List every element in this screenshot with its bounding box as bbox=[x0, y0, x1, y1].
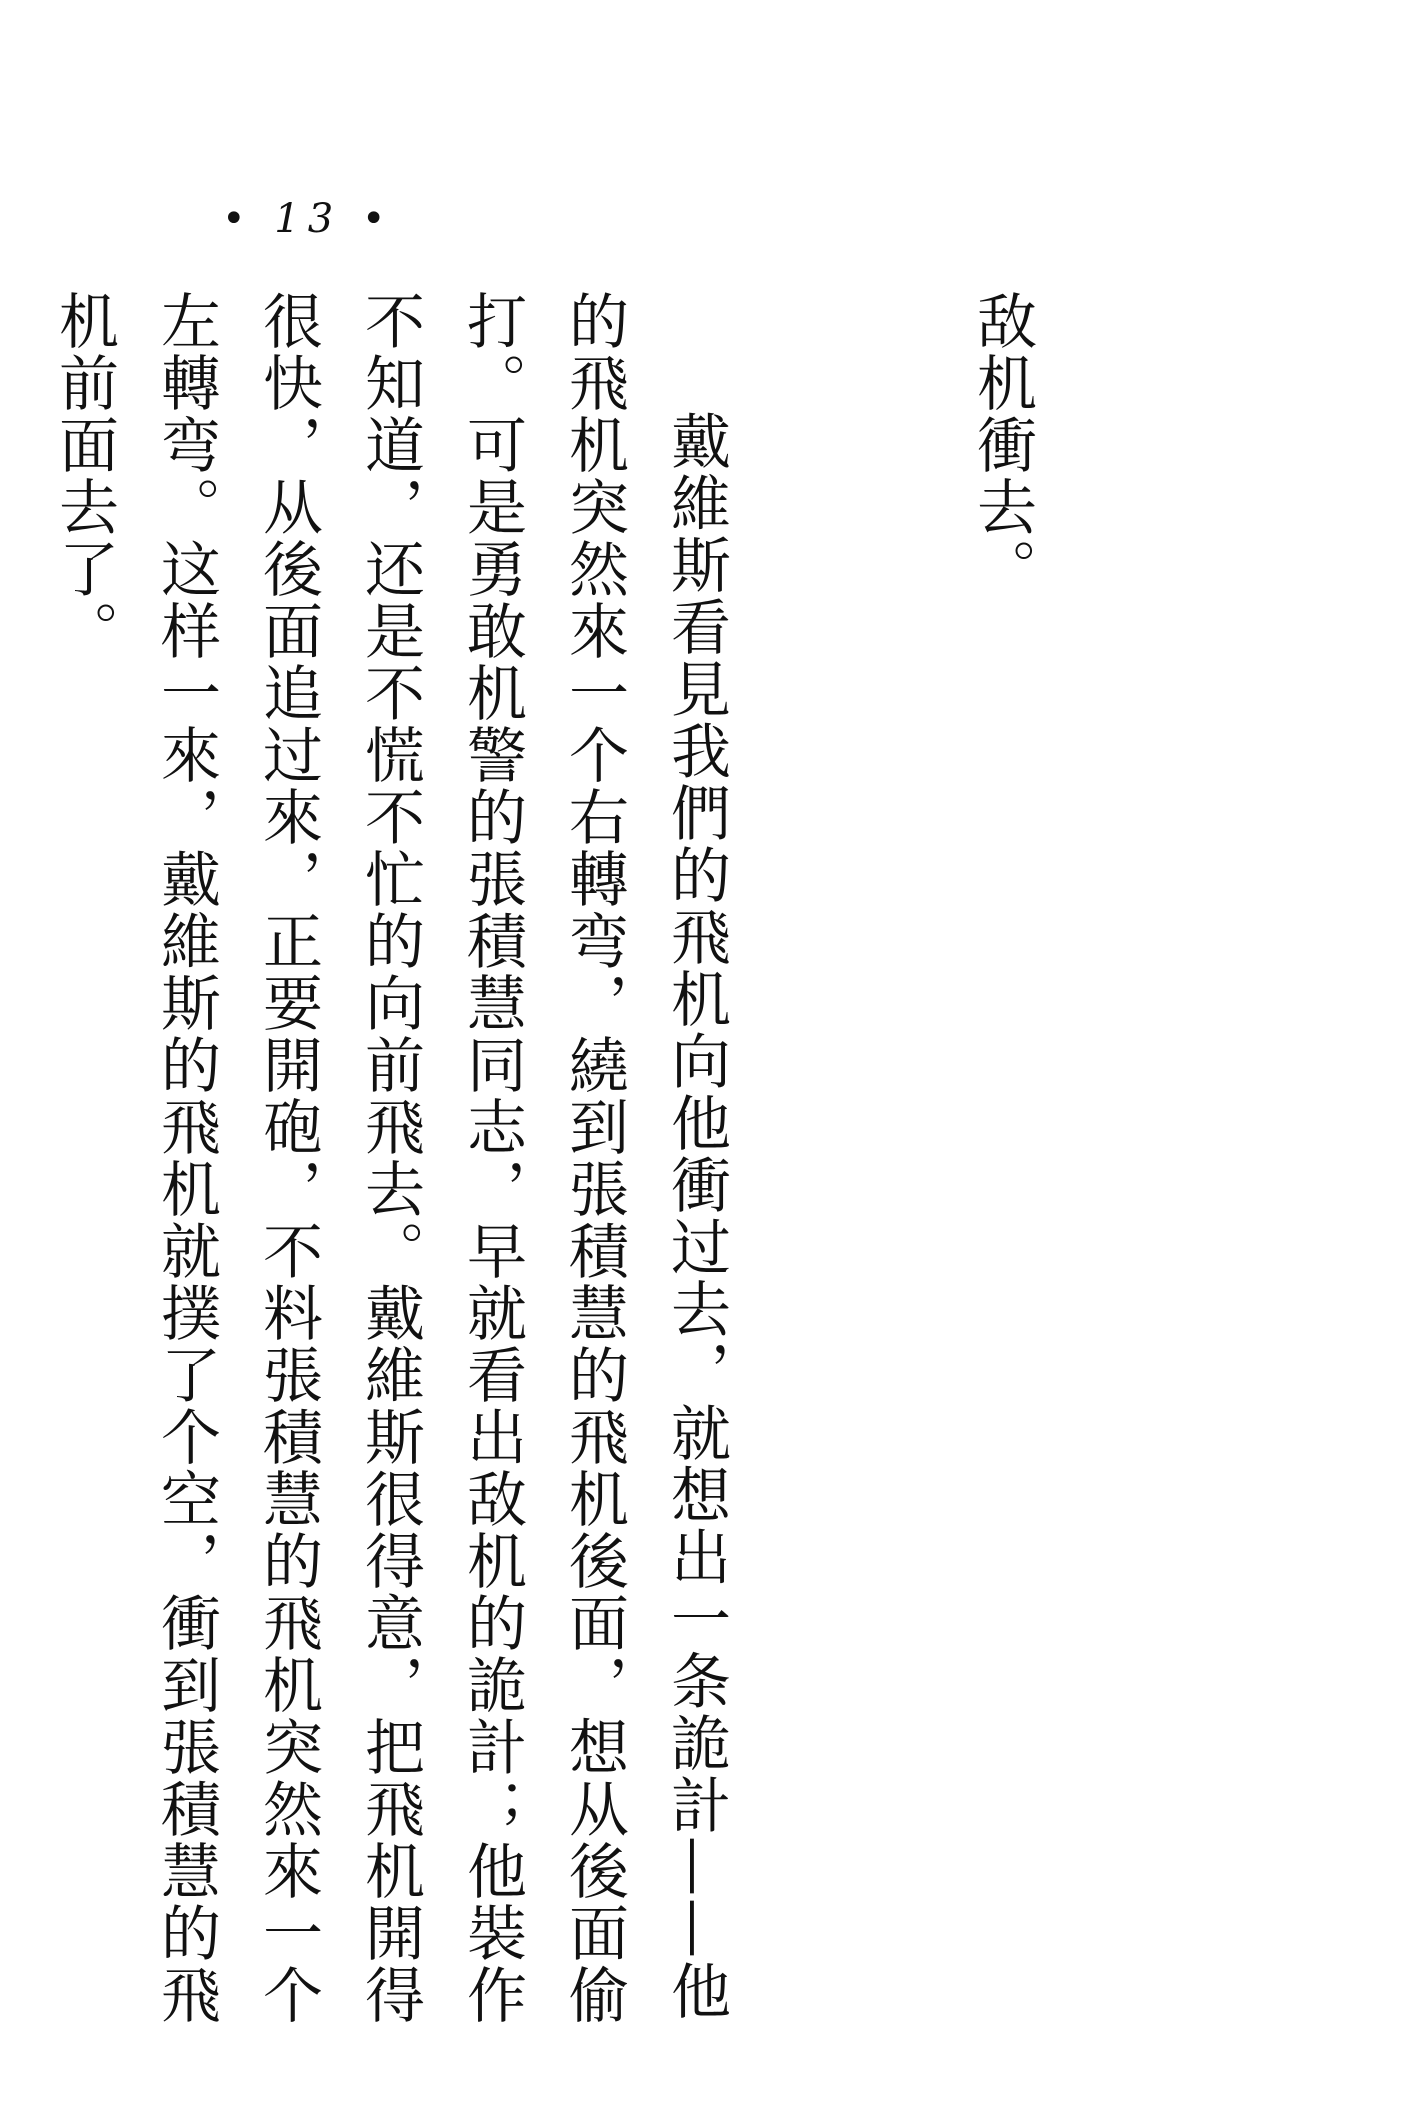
paragraph: 戴維斯看見我們的飛机向他衝过去，就想出一条詭計——他的飛机突然來一个右轉弯，繞到張積慧的飛机後面，想从後面偷打。可是勇敢机警的張積慧同志，早就看出敌机的詭計；他裝作不知道，还是不慌不忙的向前飛去。戴維斯很得意，把飛机開得很快，从後面追过來，正要開砲，不料張積慧的飛机突然來一个左轉弯。这样一來，戴維斯的飛机就撲了个空，衝到張積慧的飛机前面去了。 bbox=[49, 290, 731, 2026]
paragraph-continuation: 敌机衝去。 bbox=[967, 290, 1037, 600]
page-number: • 13 • bbox=[222, 196, 394, 242]
body-text bbox=[0, 290, 1257, 2080]
